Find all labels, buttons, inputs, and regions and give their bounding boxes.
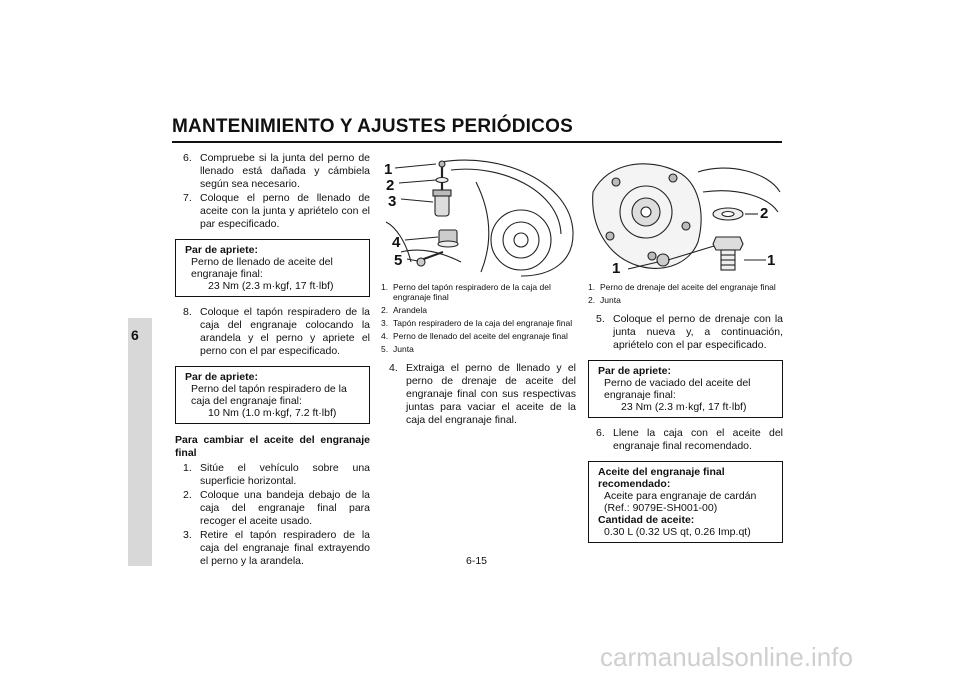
spec-value: 0.30 L (0.32 US qt, 0.26 Imp.qt) [604,526,751,538]
step-number: 2. [183,489,192,501]
figure-legend [381,282,576,354]
spec-value: 23 Nm (2.3 m·kgf, 17 ft·lbf) [621,401,747,413]
spec-reference: (Ref.: 9079E-SH001-00) [604,502,718,514]
spec-heading: Aceite del engranaje final recomendado: [598,466,725,490]
step-number: 3. [183,529,192,541]
figure-breather-cap [381,152,576,277]
callout-2: 2 [386,177,395,194]
step-list [588,427,783,453]
legend-number: 3. [381,318,389,328]
callout-1: 1 [612,260,621,277]
step-item [175,489,370,528]
spec-value: 23 Nm (2.3 m·kgf, 17 ft·lbf) [208,280,334,292]
torque-spec-box [175,239,370,297]
legend-text: Perno de llenado del aceite del engranaje final [393,331,568,341]
step-number: 1. [183,462,192,474]
step-list [175,462,370,568]
callout-2: 2 [760,205,769,222]
step-list [381,362,576,427]
spec-value: 10 Nm (1.0 m·kgf, 7.2 ft·lbf) [208,407,337,419]
legend-number: 5. [381,344,389,354]
legend-text: Arandela [393,305,428,315]
spec-item: Perno de llenado de aceite del engranaje final: [191,256,333,280]
step-text: Sitúe el vehículo sobre una superficie horizontal. [200,462,370,487]
legend-item [381,318,576,328]
step-item [175,306,370,358]
legend-text: Junta [600,295,621,305]
breather-cap-illustration [381,152,576,277]
step-text: Coloque el perno de llenado de aceite con la junta y apriételo con el par especificado. [200,192,370,230]
step-item [175,462,370,488]
legend-number: 1. [588,282,596,292]
step-item [175,152,370,191]
legend-text: Tapón respiradero de la caja del engranaje final [393,318,573,328]
step-text: Compruebe si la junta del perno de llenado está dañada y cámbiela según sea necesario. [200,152,370,190]
column-2 [381,282,576,428]
callout-1: 1 [384,161,393,178]
legend-item [588,282,783,292]
spec-item: Perno de vaciado del aceite del engranaje final: [604,377,751,401]
column-3 [588,282,783,552]
torque-spec-box [175,366,370,424]
legend-number: 2. [381,305,389,315]
spec-heading: Par de apriete: [185,371,258,383]
step-number: 7. [183,192,192,204]
step-number: 5. [596,313,605,325]
figure-legend [588,282,783,305]
torque-spec-box [588,360,783,418]
spec-item: Perno del tapón respiradero de la caja del engranaje final: [191,383,347,407]
step-item [588,427,783,453]
legend-text: Junta [393,344,414,354]
step-item [588,313,783,352]
legend-number: 1. [381,282,389,292]
step-number: 8. [183,306,192,318]
legend-item [381,331,576,341]
step-number: 6. [183,152,192,164]
step-text: Llene la caja con el aceite del engranaje final recomendado. [613,427,783,452]
oil-spec-box [588,461,783,543]
callout-1: 1 [767,252,776,269]
step-text: Coloque el perno de drenaje con la junta nueva y, a continuación, apriételo con el par especificado. [613,313,783,351]
callout-4: 4 [392,234,401,251]
page-number: 6-15 [466,555,488,567]
title-rule [172,141,782,143]
chapter-tab [128,318,152,566]
step-item [381,362,576,427]
legend-text: Perno de drenaje del aceite del engranaje final [600,282,776,292]
step-item [175,192,370,231]
step-text: Retire el tapón respiradero de la caja del engranaje final extrayendo el perno y la arandela. [200,529,370,567]
chapter-number: 6 [131,327,139,343]
drain-bolt-illustration [588,152,783,277]
legend-number: 4. [381,331,389,341]
legend-number: 2. [588,295,596,305]
step-item [175,529,370,568]
step-text: Coloque una bandeja debajo de la caja del engranaje final para recoger el aceite usado. [200,489,370,527]
callout-5: 5 [394,252,403,269]
step-number: 6. [596,427,605,439]
spec-heading: Par de apriete: [598,365,671,377]
legend-item [381,305,576,315]
step-number: 4. [389,362,398,374]
legend-text: Perno del tapón respiradero de la caja del engranaje final [393,282,551,302]
step-text: Coloque el tapón respiradero de la caja del engranaje colocando la arandela y el perno y apriete el perno con el par especificado. [200,306,370,357]
legend-item [381,282,576,302]
step-list [175,152,370,231]
step-text: Extraiga el perno de llenado y el perno de drenaje de aceite del engranaje final con sus respectivas juntas para vaciar el aceite de la caja del engranaje final. [406,362,576,426]
spec-heading: Par de apriete: [185,244,258,256]
watermark: carmanualsonline.info [600,642,853,672]
legend-item [381,344,576,354]
figure-drain-bolt [588,152,783,277]
step-list [175,306,370,358]
column-1 [175,152,370,569]
step-list [588,313,783,352]
page-title: MANTENIMIENTO Y AJUSTES PERIÓDICOS [172,116,573,137]
callout-3: 3 [388,193,397,210]
section-heading: Para cambiar el aceite del engranaje final [175,434,370,459]
spec-item: Aceite para engranaje de cardán [604,490,757,502]
spec-heading: Cantidad de aceite: [598,514,695,526]
legend-item [588,295,783,305]
